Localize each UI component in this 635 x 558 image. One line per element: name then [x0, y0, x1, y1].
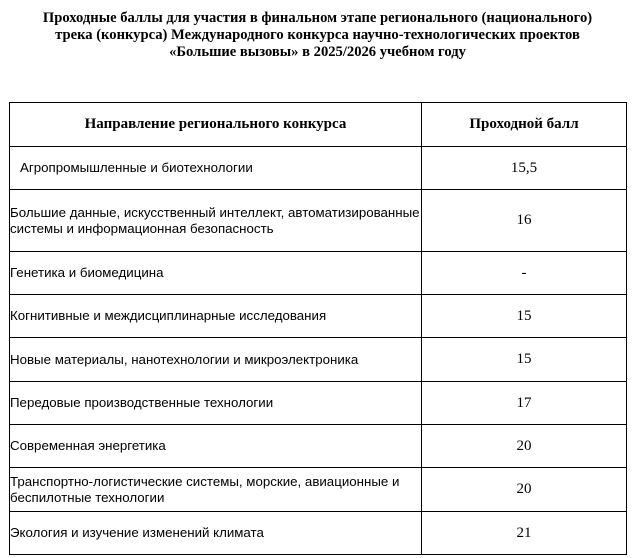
document-title: [12, 10, 623, 61]
title-line-3: «Большие вызовы» в 2025/2026 учебном году: [169, 44, 466, 60]
table-row: [10, 190, 627, 252]
table-row: [10, 468, 627, 512]
row-direction: Генетика и биомедицина: [10, 252, 422, 295]
row-direction: Агропромышленные и биотехнологии: [10, 147, 422, 190]
row-score: 20: [422, 468, 627, 512]
row-score: 16: [422, 190, 627, 252]
table-header-row: [10, 103, 627, 147]
row-direction: Когнитивные и междисциплинарные исследования: [10, 295, 422, 338]
row-score: 15: [422, 295, 627, 338]
row-direction: Транспортно-логистические системы, морские, авиационные и беспилотные технологии: [10, 468, 422, 512]
title-line-1: Проходные баллы для участия в финальном этапе регионального (национального): [42, 10, 593, 26]
title-line-2: трека (конкурса) Международного конкурса научно-технологических проектов: [55, 27, 580, 43]
table-row: [10, 147, 627, 190]
row-direction: Передовые производственные технологии: [10, 382, 422, 425]
row-direction: Современная энергетика: [10, 425, 422, 468]
table-row: [10, 295, 627, 338]
header-direction: Направление регионального конкурса: [10, 103, 422, 147]
table-row: [10, 512, 627, 555]
row-score: 15: [422, 338, 627, 382]
row-score: 17: [422, 382, 627, 425]
table-row: [10, 252, 627, 295]
row-direction: Экология и изучение изменений климата: [10, 512, 422, 555]
table-row: [10, 382, 627, 425]
table-row: [10, 425, 627, 468]
row-score: 20: [422, 425, 627, 468]
passing-scores-table: [9, 102, 627, 555]
row-score: -: [422, 252, 627, 295]
row-direction: Большие данные, искусственный интеллект, автоматизированные системы и информационная безопасность: [10, 190, 422, 252]
row-score: 21: [422, 512, 627, 555]
table-row: [10, 338, 627, 382]
row-score: 15,5: [422, 147, 627, 190]
header-score: Проходной балл: [422, 103, 627, 147]
row-direction: Новые материалы, нанотехнологии и микроэлектроника: [10, 338, 422, 382]
